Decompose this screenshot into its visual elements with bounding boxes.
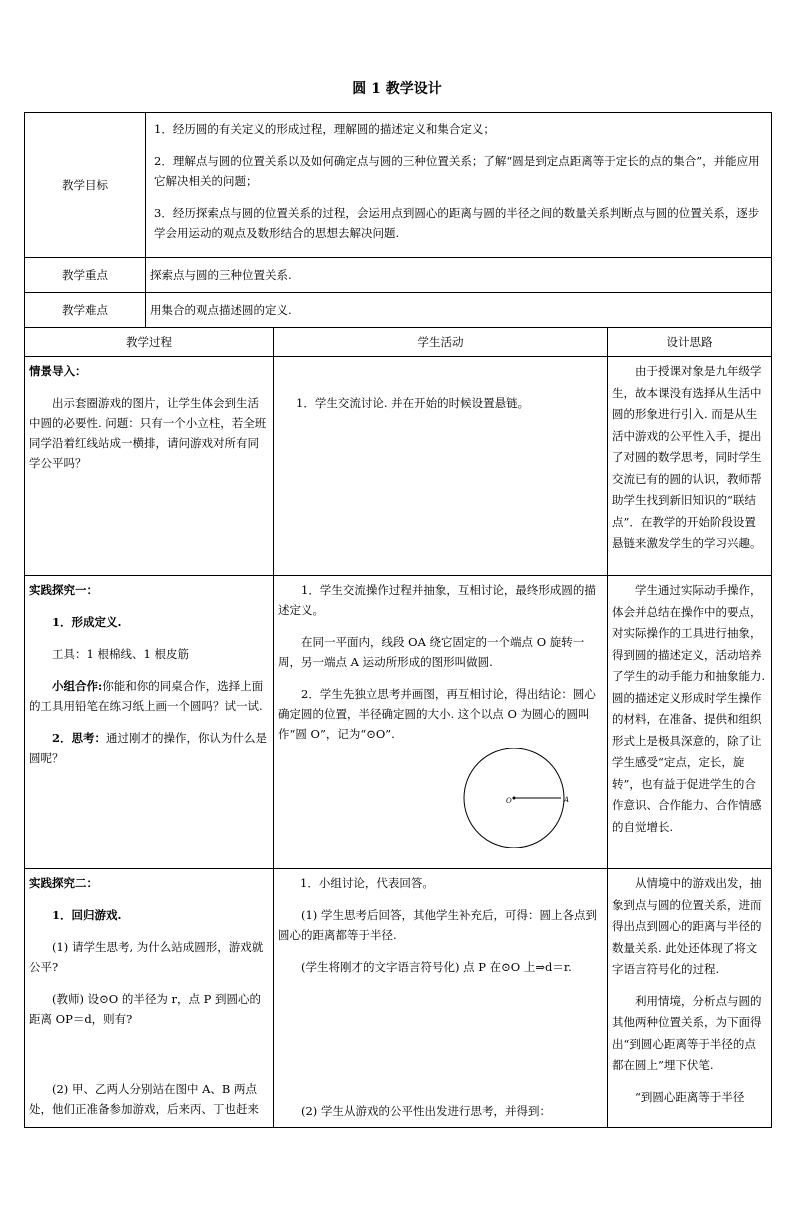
explore2-design-item: 利用情境，分析点与圆的其他两种位置关系，为下面得出“到圆心距离等于半径的点都在圆上”埋下伏笔.: [612, 993, 762, 1072]
explore2-design-item: 从情境中的游戏出发，抽象到点与圆的位置关系，进而得出点到圆心的距离与半径的数量关系. 此处还体现了将文字语言符号化的过程.: [612, 876, 762, 976]
explore1-process: [25, 576, 274, 869]
key-text: 探索点与圆的三种位置关系.: [146, 258, 772, 293]
section-title: 实践探究一：: [29, 583, 98, 597]
row-key: [25, 258, 772, 293]
intro-process: [25, 357, 274, 576]
goal-item: 1．经历圆的有关定义的形成过程，理解圆的描述定义和集合定义；: [154, 122, 495, 136]
row-difficulty: [25, 293, 772, 328]
explore2-process-item: (1) 请学生思考, 为什么站成圆形，游戏就公平?: [29, 940, 264, 974]
explore1-activity: [274, 576, 608, 869]
explore2-activity-item: 1．小组讨论，代表回答。: [300, 876, 434, 890]
header-process: 教学过程: [25, 328, 274, 357]
difficulty-label: 教学难点: [25, 293, 146, 328]
difficulty-text: 用集合的观点描述圆的定义.: [146, 293, 772, 328]
explore1-design: 学生通过实际动手操作，体会并总结在操作中的要点，对实际操作的工具进行抽象，得到圆的描述定义，活动培养了学生的动手能力和抽象能力. 圆的描述定义形成时学生操作的材料，在准备、提供和组织形式上是极具深意的，除了让学生感受“定点，定长，旋转”，也有益于促进学生的合作意识、合作能力、合作情感的自觉增长.: [608, 576, 772, 869]
explore2-process: [25, 869, 274, 1128]
row-goals: [25, 113, 772, 258]
intro-design: 由于授课对象是九年级学生，故本课没有选择从生活中圆的形象进行引入. 而是从生活中游戏的公平性入手，提出了对圆的数学思考，同时学生交流已有的圆的认识，教师帮助学生找到新旧知识的“联结点”．在教学的开始阶段设置悬链来激发学生的学习兴趣。: [608, 357, 772, 576]
group-text: 你能和你的同桌合作，选择上面的工具用铅笔在练习纸上画一个圆吗？试一试.: [29, 679, 264, 713]
think-text: 通过刚才的操作，你认为什么是圆呢？: [29, 731, 268, 765]
explore2-design-item: “到圆心距离等于半径: [635, 1089, 745, 1104]
row-section-explore1: [25, 576, 772, 869]
explore2-activity-item: (2) 学生从游戏的公平性出发进行思考，并得到：: [301, 1104, 551, 1118]
explore1-tools: 工具：1 根棉线、1 根皮筋: [52, 647, 189, 661]
center-dot: [513, 797, 516, 800]
key-label: 教学重点: [25, 258, 146, 293]
goal-item: 2．理解点与圆的位置关系以及如何确定点与圆的三种位置关系；了解“圆是到定点距离等于定长的点的集合”，并能应用它解决相关的问题；: [154, 154, 760, 188]
goal-item: 3．经历探索点与圆的位置关系的过程，会运用点到圆心的距离与圆的半径之间的数量关系判断点与圆的位置关系，逐步学会用运动的观点及数形结合的思想去解决问题.: [154, 206, 760, 240]
goals-label: 教学目标: [25, 113, 146, 258]
circle-figure: [278, 748, 603, 848]
section-title: 情景导入：: [29, 364, 87, 378]
explore2-design: [608, 869, 772, 1128]
explore2-process-item: (2) 甲、乙两人分别站在图中 A、B 两点处，他们正准备参加游戏，后来丙、丁也赶来: [29, 1082, 259, 1116]
explore1-activity-item: 2．学生先独立思考并画图，再互相讨论，得出结论：圆心确定圆的位置，半径确定圆的大小. 这个以点 O 为圆心的圆叫作“圆 O”，记为“⊙O”.: [278, 687, 596, 741]
group-label: 小组合作:: [52, 679, 103, 693]
row-section-intro: [25, 357, 772, 576]
header-design: 设计思路: [608, 328, 772, 357]
header-activity: 学生活动: [274, 328, 608, 357]
section-title: 实践探究二：: [29, 876, 98, 890]
explore2-process-item: (教师) 设⊙O 的半径为 r，点 P 到圆心的距离 OP＝d，则有?: [29, 992, 262, 1026]
label-a: A: [564, 796, 570, 804]
circle-diagram: [278, 748, 604, 848]
explore1-activity-item: 在同一平面内，线段 OA 绕它固定的一个端点 O 旋转一周，另一端点 A 运动所形成的图形叫做圆.: [278, 635, 585, 669]
intro-activity: [274, 357, 608, 576]
explore1-heading: 1．形成定义.: [52, 615, 122, 629]
goals-content: [146, 113, 772, 258]
explore1-activity-item: 1．学生交流操作过程并抽象，互相讨论，最终形成圆的描述定义。: [278, 583, 596, 617]
page-title: 圆 1 教学设计: [352, 81, 442, 97]
row-section-explore2: [25, 869, 772, 1128]
lesson-plan-table: [24, 112, 772, 1128]
label-o: O: [506, 797, 512, 805]
row-headers: [25, 328, 772, 357]
explore2-heading: 1．回归游戏.: [52, 908, 122, 922]
explore2-activity: [274, 869, 608, 1128]
explore2-activity-item: (1) 学生思考后回答，其他学生补充后，可得：圆上各点到圆心的距离都等于半径.: [278, 908, 597, 942]
explore2-activity-item: (学生将刚才的文字语言符号化) 点 P 在⊙O 上⇒d＝r.: [301, 960, 572, 974]
think-label: 2．思考：: [52, 731, 107, 745]
intro-process-text: 出示套圈游戏的图片，让学生体会到生活中圆的必要性. 问题：只有一个小立柱，若全班同学沿着红线站成一横排，请问游戏对所有同学公平吗？: [29, 396, 267, 470]
intro-activity-text: 1．学生交流讨论. 并在开始的时候设置悬链。: [296, 396, 530, 410]
